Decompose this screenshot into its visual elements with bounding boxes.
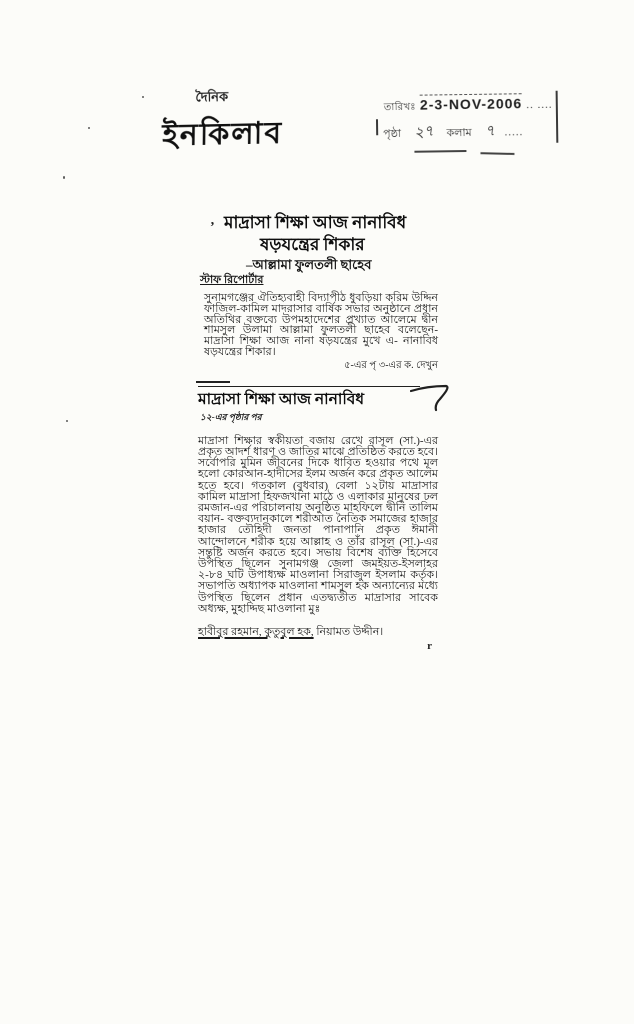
date-stamp — [376, 83, 559, 158]
stamp-left-border-tick — [376, 119, 378, 135]
column-trailing-dots: ..... — [504, 126, 524, 139]
newspaper-masthead — [161, 87, 283, 163]
stray-pen-mark: ’ — [210, 220, 215, 235]
last-line-rest: নিয়ামত উদ্দীন। — [313, 626, 384, 639]
scan-speck — [88, 127, 90, 129]
section-header: মাদ্রাসা শিক্ষা আজ নানাবিধ — [198, 390, 365, 408]
masthead-daily-label: দৈনিক — [195, 88, 229, 105]
body-last-line — [198, 626, 438, 638]
headline-line-2: ষড়যন্ত্রের শিকার — [260, 235, 365, 254]
scan-speck — [66, 420, 68, 422]
date-label: তারিখঃ — [383, 101, 417, 114]
body-paragraph: মাদ্রাসা শিক্ষার স্বকীয়তা বজায় রেখে রাসূল (সা.)-এর প্রকৃত আদর্শ ধারণ ও জাতির মাঝে প্রতিষ্ঠিত করতে হবে। সর্বোপরি মুমিন জীবনের দিকে ধাবিত হওয়ার পথে মূল হলো কোরআন-হাদীসের ইলম অর্জন করে প্রকৃত আলেম হতে হবে। গতকাল (বুধবার) বেলা ১২টায় মাদ্রাসার কামিল মাদ্রাসা হিফজখানা মাঠে ও এলাকার মানুষের ঢল রমজান-এর পরিচালনায় অনুষ্ঠিত মাহফিলে দ্বীনি তালিম বয়ান- বক্তব্যদানকালে শরীআত নৈতিক সমাজের হাজার হাজার তৌহিদী জনতা পানাপানি প্রকৃত ঈমানী আন্দোলনে শরীক হয়ে আল্লাহ ও তাঁর রাসূল (সা.)-এর সন্তুষ্টি অর্জন করতে হবে। সভায় বিশেষ ব্যক্তি হিসেবে উপস্থিত ছিলেন সুনামগঞ্জ জেলা জমইয়ত-ইসলাহর ২-৮৪ ঘটি উপাধ্যক্ষ মাওলানা সিরাজুল ইসলাম কর্তৃক। সভাপতি অধ্যাপক মাওলানা শামসুল হক অন্যান্যের মধ্যে উপস্থিত ছিলেন প্রধান এতদ্ব্যতীত মাদ্রাসার সাবেক অধ্যক্ষ, মুহাদ্দিছ মাওলানা মুঃ — [198, 434, 438, 615]
masthead-title: ইনকিলাব — [162, 116, 284, 153]
lead-paragraph: সুনামগঞ্জের ঐতিহ্যবাহী বিদ্যাপীঠ ধুবড়িয়া করিম উদ্দিন ফাজিল-কামিল মাদরাসার বার্ষিক সভার অনুষ্ঠানে প্রধান অতিথির বক্তব্যে উপমহাদেশের প্রখ্যাত আলেমে দ্বীন শামসুল উলামা আল্লামা ফুলতলী ছাহেব বলেছেন- মাদ্রাসা শিক্ষা আজ নানা ষড়যন্ত্রের মুখে এ- নানাবিধ ষড়যন্ত্রের শিকার। — [204, 292, 438, 358]
column-label: কলাম — [446, 126, 472, 140]
news-clipping — [198, 212, 446, 653]
page-value-handwritten: ২৭ — [413, 123, 435, 142]
stamp-page-column-row — [380, 119, 523, 146]
stamp-underline-mark — [414, 150, 466, 153]
continued-from-note: ১২-এর পৃষ্ঠার পর — [200, 411, 262, 422]
stamp-underline-mark — [480, 152, 514, 155]
underlined-names: হাবীবুর রহমান, কুতুবুল হক, — [198, 626, 314, 639]
column-value-handwritten: ৭ — [483, 123, 496, 141]
continuation-note: ৫-এর পৃ ৩-এর ক. দেখুন — [344, 359, 438, 371]
stray-end-mark: r — [427, 640, 432, 653]
hand-drawn-tick-icon — [410, 383, 450, 413]
date-value: 2-3-NOV-2006 — [419, 95, 523, 113]
scan-speck — [142, 96, 144, 98]
stamp-date-row — [384, 95, 553, 117]
page-label: পৃষ্ঠা — [383, 127, 402, 141]
stamp-right-border-line — [556, 91, 559, 143]
date-trailing-dots: .. .... — [526, 98, 553, 112]
byline: –আল্লামা ফুলতলী ছাহেব — [246, 257, 372, 272]
reporter-credit: স্টাফ রিপোর্টার — [200, 274, 264, 286]
divider-short — [196, 381, 230, 383]
headline-line-1: মাদ্রাসা শিক্ষা আজ নানাবিধ — [224, 213, 407, 232]
section-header-block — [198, 386, 420, 409]
scan-speck — [63, 176, 65, 179]
